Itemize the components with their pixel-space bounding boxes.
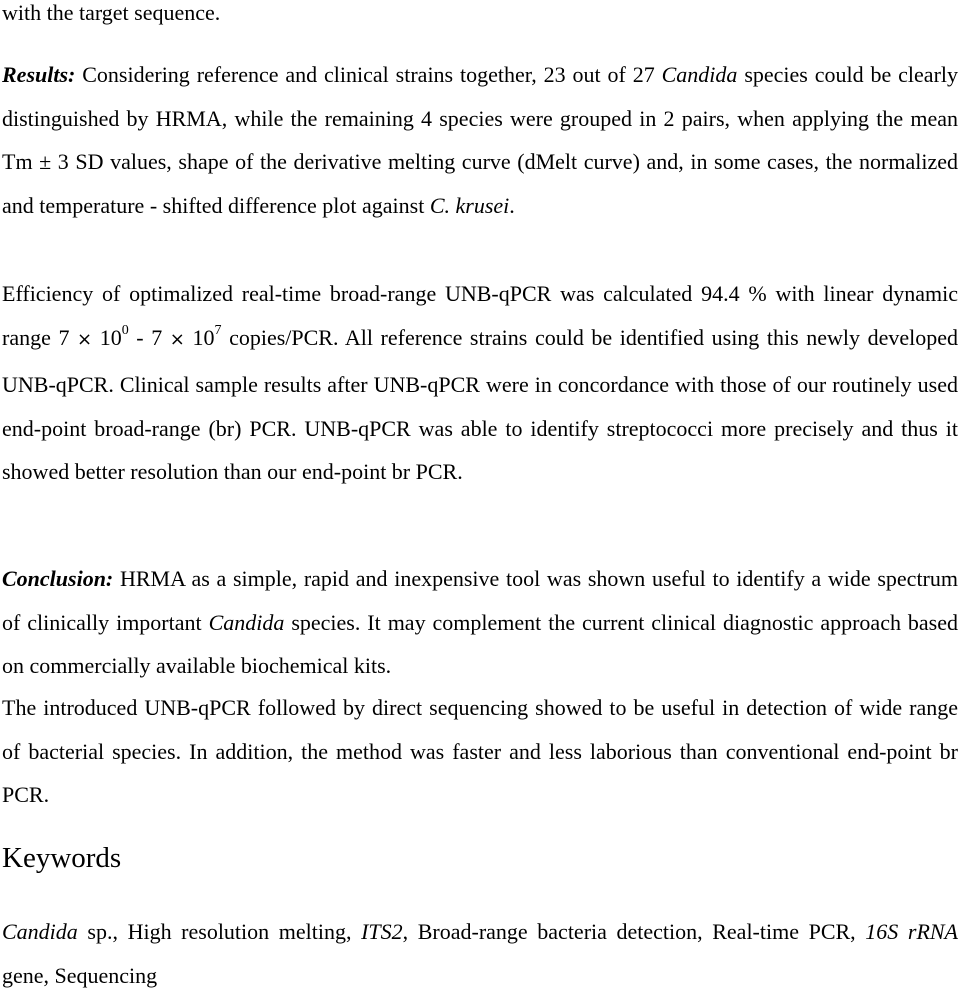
efficiency-text-2: copies/PCR. All reference strains could be identified using this newly developed UNB-qPCR. Clinical sample results after UNB-qPCR were in concordance with those of our routinely used end-point broad-range (br) PCR. UNB-qPCR was able to identify streptococci more precisely and thus it showed better resolution than our end-point br PCR. [2,324,959,484]
keywords-text-1: sp., High resolution melting, [77,919,362,944]
results-label: Results: [2,62,76,87]
efficiency-base-2: 10 [184,324,215,350]
keywords-text-3: gene, Sequencing [2,962,158,988]
efficiency-base-1: 10 [92,324,122,350]
continuation-line: with the target sequence. [2,0,221,25]
results-italic-candida: Candida [661,62,738,87]
keywords-text-2: , Broad-range bacteria detection, Real-time PCR, [402,919,866,944]
efficiency-exponent-2: 7 [214,322,222,338]
efficiency-text-1: Efficiency of optimalized real-time broad-range UNB-qPCR was calculated 94.4 % with linear dynamic range 7 [2,281,958,350]
conclusion-text-2: species. It may complement the current clinical diagnostic approach based on commercially available biochemical kits. [2,609,958,678]
results-text-2: species could be clearly distinguished by HRMA, while the remaining 4 species were grouped in 2 pairs, when applying the mean Tm ± 3 SD values, shape of the derivative melting curve (dMelt curve) and, in some cases, the normalized and temperature - shifted difference plot against [2,62,959,218]
conclusion-label: Conclusion: [2,566,114,591]
efficiency-dash: - 7 [128,324,170,350]
times-symbol: × [77,328,93,350]
results-paragraph [2,53,958,227]
results-text-1: Considering reference and clinical strains together, 23 out of 27 [75,62,662,87]
keyword-16s-rrna: 16S rRNA [865,919,958,944]
conclusion-italic-candida: Candida [208,609,285,635]
keyword-its2: ITS2 [361,919,403,944]
efficiency-paragraph [2,272,958,494]
introduced-paragraph: The introduced UNB-qPCR followed by direct sequencing showed to be useful in detection of wide range of bacterial species. In addition, the method was faster and less laborious than conventional end-point br PCR. [2,695,958,807]
conclusion-text-1: HRMA as a simple, rapid and inexpensive tool was shown useful to identify a wide spectrum of clinically important [2,566,958,635]
results-italic-krusei: C. krusei [429,192,510,218]
conclusion-paragraph [2,557,958,688]
efficiency-exponent-1: 0 [121,322,129,338]
keywords-list [2,910,958,997]
results-text-3: . [509,192,515,218]
times-symbol: × [169,328,185,350]
keywords-heading: Keywords [2,842,122,874]
keyword-candida: Candida [2,919,78,944]
